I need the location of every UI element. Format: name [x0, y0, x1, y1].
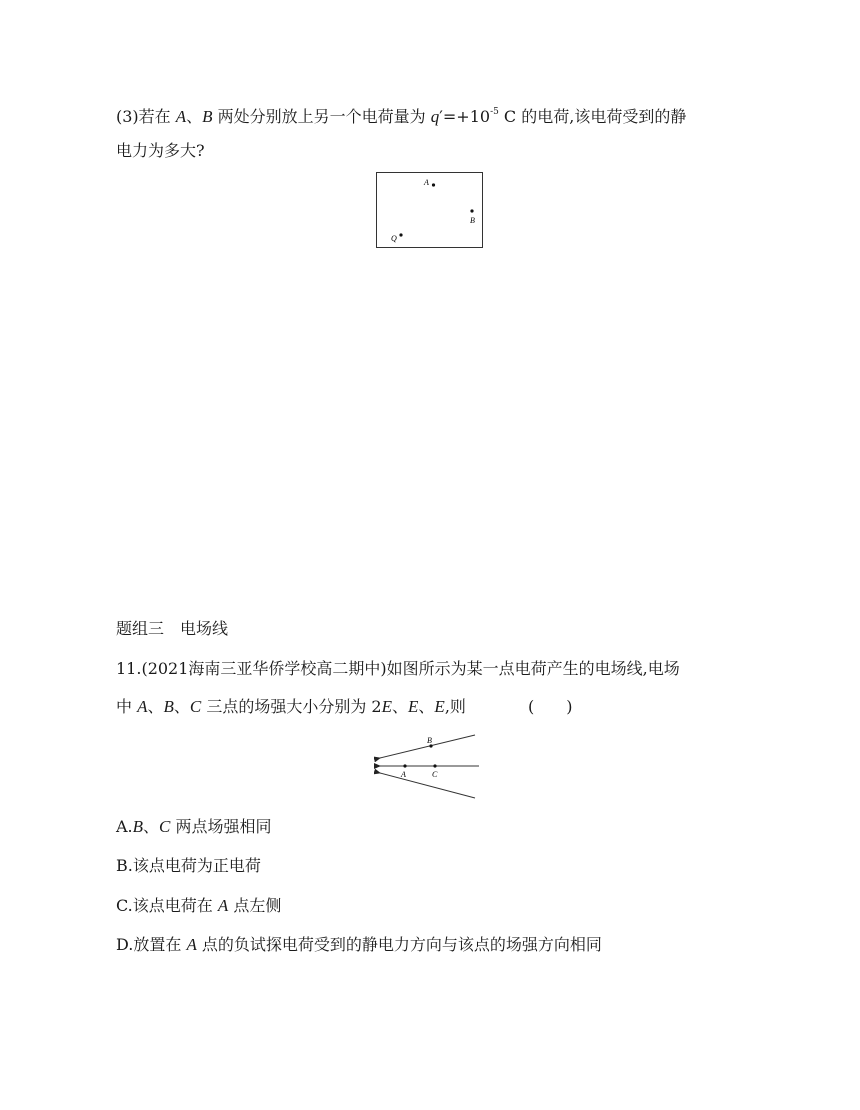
- figure-charge-points: [376, 172, 484, 249]
- q11-line1: 11.(2021海南三亚华侨学校高二期中)如图所示为某一点电荷产生的电场线,电场: [116, 659, 680, 678]
- q3-line2: 电力为多大?: [116, 141, 205, 160]
- label-a: A: [401, 770, 406, 779]
- point-a: [403, 764, 406, 767]
- option-c: C.该点电荷在 A 点左侧: [116, 896, 282, 915]
- option-b: B.该点电荷为正电荷: [116, 856, 261, 875]
- label-b: B: [427, 736, 432, 745]
- label-a: A: [424, 178, 429, 187]
- figure-field-lines: [374, 732, 480, 800]
- answer-bracket: ( ): [528, 697, 573, 716]
- q11-line2: 中 A、B、C 三点的场强大小分别为 2E、E、E,则: [116, 697, 466, 716]
- q3-line1: (3)若在 A、B 两处分别放上另一个电荷量为 $q'=+10^{-5}$ C 的电荷,该电荷受到的静: [116, 107, 687, 126]
- label-q: Q: [391, 234, 397, 243]
- field-line-bottom: [380, 773, 475, 798]
- label-b: B: [470, 216, 475, 225]
- option-a: A.B、C 两点场强相同: [116, 817, 272, 836]
- point-b: [470, 209, 473, 212]
- label-c: C: [432, 770, 438, 779]
- point-q: [399, 233, 402, 236]
- option-d: D.放置在 A 点的负试探电荷受到的静电力方向与该点的场强方向相同: [116, 935, 602, 954]
- point-c: [433, 764, 436, 767]
- point-a: [432, 183, 435, 186]
- section-title: 题组三 电场线: [116, 619, 229, 638]
